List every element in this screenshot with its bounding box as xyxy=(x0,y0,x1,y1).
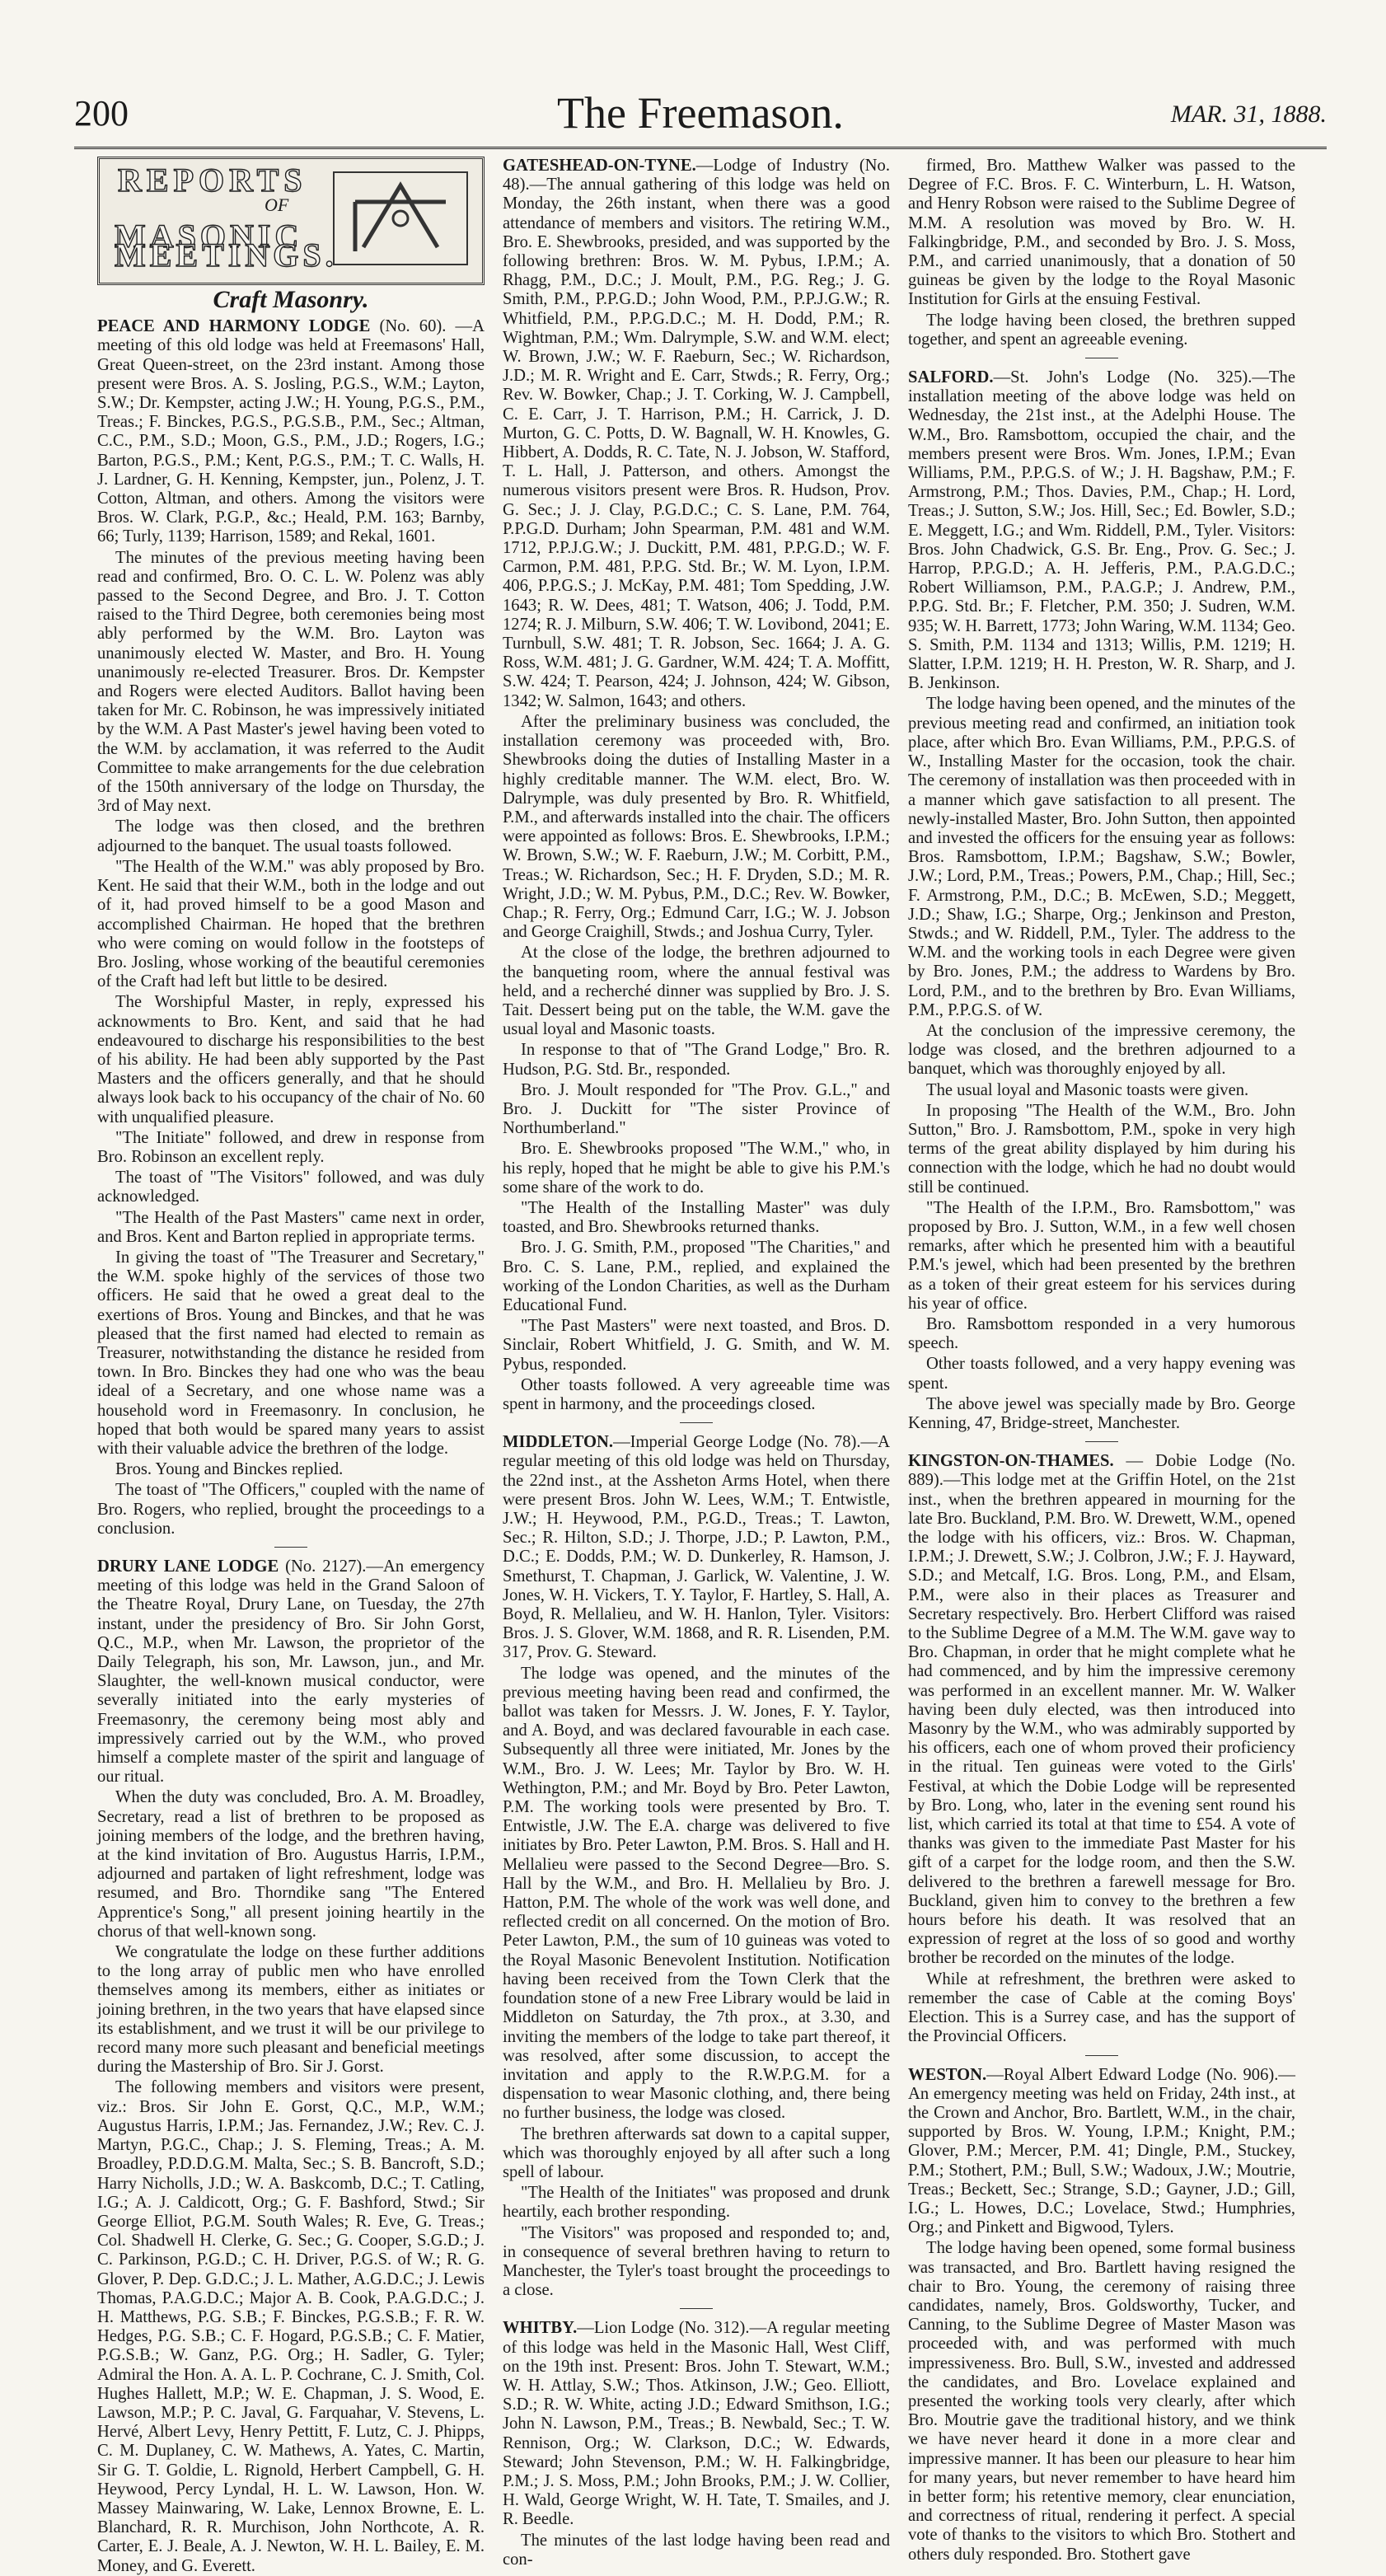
paragraph-text: "The Health of the I.P.M., Bro. Ramsbottom," was proposed by Bro. J. Sutton, W.M., in a few well chosen remarks, after which he presented him with a beautiful P.M.'s jewel, which had been presented by the brethren as a token of their great esteem for his services during his year of office. xyxy=(908,1198,1295,1313)
column-1 xyxy=(97,157,485,2575)
report-paragraph xyxy=(908,1355,1295,1393)
report-paragraph xyxy=(908,1199,1295,1314)
column-1-text xyxy=(97,317,485,2576)
page-header xyxy=(74,88,1327,140)
paragraph-text: —Imperial George Lodge (No. 78).—A regular meeting of this old lodge was held on Thursday, the 22nd inst., at the Assheton Arms Hotel, when there were present Bros. John W. Lees, W.M.; T. Entwistle, J.W.; H. Heywood, P.M., P.G.D., Treas.; T. Lawton, Sec.; R. Hilton, S.D.; J. Thorpe, J.D.; P. Lawton, P.M., D.C.; E. Dodds, P.M.; W. D. Dunkerley, R. Hamson, J. Smethurst, T. Chapman, J. Garlick, W. Valentine, J. W. Jones, W. H. Vickers, T. Y. Taylor, F. Hartley, S. Hall, A. Boyd, R. Mellalieu, and W. H. Hanlon, Tyler. Visitors: Bros. J. S. Glover, W.M. 1868, and R. R. Lisenden, P.M. 317, Prov. G. Steward. xyxy=(503,1433,890,1662)
paragraph-text: The lodge having been closed, the brethren supped together, and spent an agreeable evening. xyxy=(908,311,1295,349)
paragraph-text: The toast of "The Officers," coupled with the name of Bro. Rogers, who replied, brought the proceedings to a conclusion. xyxy=(97,1481,485,1538)
paragraph-text: firmed, Bro. Matthew Walker was passed to the Degree of F.C. Bros. F. C. Winterburn, L. H. Watson, and Henry Robson were raised to the Sublime Degree of M.M. A resolution was moved by Bro. W. H. Falkingbridge, P.M., and seconded by Bro. J. S. Moss, P.M., and carried unanimously, that a donation of 50 guineas be given by the lodge to the Royal Masonic Institution for Girls at the ensuing Festival. xyxy=(908,157,1295,309)
report-paragraph xyxy=(908,1395,1295,1433)
report-paragraph xyxy=(503,1665,890,2124)
paragraph-text: —Lodge of Industry (No. 48).—The annual gathering of this lodge was held on Monday, the 26th instant, when there was a good attendance of members and visitors. The retiring W.M., Bro. E. Shewbrooks, presided, and was supported by the following brethren: Bros. W. M. Pybus, I.P.M.; A. Rhagg, P.M., D.C.; J. Moult, P.M., P.G. Reg.; J. G. Smith, P.M., P.P.G.D.; John Wood, P.M., P.P.J.G.W.; R. Whitfield, P.M., P.P.G.D.C.; M. H. Dodd, P.M.; R. Wightman, P.M.; Wm. Dalrymple, S.W. and W.M. elect; W. Brown, J.W.; W. F. Raeburn, Sec.; W. Richardson, J.D.; M. R. Wright and E. Carr, Stwds.; R. Ferry, Org.; Rev. W. Bowker, Chap.; J. T. Corking, W. J. Campbell, C. E. Carr, J. T. Harrison, P.M.; H. Carrick, J. D. Murton, G. C. Potts, D. W. Bagnall, W. H. Knowles, G. Hibbert, A. Dodds, R. C. Tate, N. J. Jobson, W. Stafford, T. L. Hall, J. Patterson, and others. Amongst the numerous visitors present were Bros. R. Hudson, Prov. G. Sec.; J. J. Clay, P.G.D.C.; C. S. Lane, P.M. 764, P.P.G.D. Durham; John Spearman, P.M. 481 and W.M. 1712, P.P.J.G.W.; J. Duckitt, P.M. 481, P.P.G.D.; W. F. Carmon, P.M. 481, P.P.G. Std. Br.; W. M. Lyon, I.P.M. 406, P.P.G.S.; J. McKay, P.M. 481; Tom Spedding, J.W. 1643; R. W. Dees, 481; T. Watson, 406; J. Todd, P.M. 1274; R. J. Milburn, S.W. 406; T. W. Lovibond, 2041; E. Turnbull, S.W. 481; T. R. Jobson, Sec. 1664; J. A. G. Ross, W.M. 481; J. G. Gardner, W.M. 424; T. A. Moffitt, S.W. 424; T. Pearson, 424; J. Johnson, 424; W. Gibson, 1342; W. Salmon, 1643; and others. xyxy=(503,157,890,710)
report-paragraph xyxy=(503,713,890,942)
report-paragraph xyxy=(908,311,1295,349)
paragraph-text: The toast of "The Visitors" followed, and was duly acknowledged. xyxy=(97,1169,485,1206)
report-paragraph xyxy=(908,1022,1295,1080)
lodge-heading: MIDDLETON. xyxy=(503,1433,614,1452)
lodge-report-heading-paragraph xyxy=(503,157,890,711)
section-separator xyxy=(274,1547,307,1548)
paragraph-text: Other toasts followed. A very agreeable time was spent in harmony, and the proceedings closed. xyxy=(503,1375,890,1413)
report-paragraph xyxy=(503,1140,890,1197)
report-paragraph xyxy=(503,944,890,1039)
paragraph-text: The above jewel was specially made by Bro. George Kenning, 47, Bridge-street, Manchester. xyxy=(908,1394,1295,1432)
lodge-report-heading-paragraph xyxy=(97,1557,485,1787)
lodge-heading: SALFORD. xyxy=(908,368,994,387)
report-paragraph xyxy=(97,1129,485,1167)
report-paragraph xyxy=(503,2224,890,2301)
paragraph-text: "The Health of the Initiates" was proposed and drunk heartily, each brother responding. xyxy=(503,2184,890,2222)
report-paragraph xyxy=(97,993,485,1126)
report-paragraph xyxy=(908,695,1295,1019)
paragraph-text: "The Health of the Installing Master" was duly toasted, and Bro. Shewbrooks returned thanks. xyxy=(503,1198,890,1237)
paragraph-text: Bros. Young and Binckes replied. xyxy=(115,1460,344,1479)
report-paragraph xyxy=(908,2239,1295,2564)
report-paragraph xyxy=(97,1481,485,1539)
report-paragraph xyxy=(503,1199,890,1237)
banner-of-text: OF xyxy=(265,194,289,215)
paragraph-text: Bro. Ramsbottom responded in a very humorous speech. xyxy=(908,1314,1295,1353)
banner-bottom-text: MASONIC MEETINGS. xyxy=(115,218,338,274)
paragraph-text: The Worshipful Master, in reply, expressed his acknowments to Bro. Kent, and said that he had endeavoured to discharge his responsibilities to the best of his ability. He had been ably supported by the Past Masters and the officers generally, and that he should always look back to his occupancy of the chair of No. 60 with unqualified pleasure. xyxy=(97,993,485,1126)
paragraph-text: In proposing "The Health of the W.M., Bro. John Sutton," Bro. J. Ramsbottom, P.M., spoke in very high terms of the great ability displayed by him during his connection with the lodge, which he had no doubt would still be continued. xyxy=(908,1101,1295,1197)
report-paragraph xyxy=(503,1081,890,1139)
paragraph-text: "The Initiate" followed, and drew in response from Bro. Robinson an excellent reply. xyxy=(97,1128,485,1166)
paragraph-text: —Royal Albert Edward Lodge (No. 906).—An emergency meeting was held on Friday, 24th inst., at the Crown and Anchor, Bro. Bartlett, W.M., in the chair, supported by Bros. W. Young, I.P.M.; Knight, P.M.; Glover, P.M.; Mercer, P.M. 41; Dingle, P.M., Stuckey, P.M.; Stothert, P.M.; Bull, S.W.; Wadoux, J.W.; Moutrie, Treas.; Beckett, Sec.; Strange, S.D.; Gayner, J.D.; Gill, I.G.; L. Howes, D.C.; Lovelace, Stwd.; Humphries, Org.; and Pinkett and Bigwood, Tylers. xyxy=(908,2065,1295,2237)
report-paragraph xyxy=(908,1970,1295,2047)
report-paragraph xyxy=(97,1169,485,1206)
paragraph-text: (No. 60). —A meeting of this old lodge was held at Freemasons' Hall, Great Queen-street, on the 23rd instant. Among those present were Bros. A. S. Josling, P.G.S., W.M.; Layton, S.W.; Dr. Kempster, acting J.W.; H. Young, P.G.S., P.M., Treas.; F. Binckes, P.G.S., P.G.S.B., P.M., Sec.; Altman, C.C., P.M., S.D.; Moon, G.S., P.M., J.D.; Rogers, I.G.; Barton, P.G.S., P.M.; Kent, P.G.S., P.M.; T. C. Walls, H. J. Lardner, G. H. Kenning, Kempster, jun., Polenz, J. T. Cotton, Altman, and others. Among the visitors were Bros. W. Clark, P.G.P., &c.; Heald, P.M. 163; Barnby, 66; Turly, 1139; Harrison, 1589; and Rekal, 1601. xyxy=(97,317,485,546)
report-paragraph xyxy=(908,1102,1295,1197)
masthead-title: The Freemason. xyxy=(557,88,844,138)
report-paragraph xyxy=(97,1943,485,2077)
report-paragraph xyxy=(97,549,485,817)
paragraph-text: The lodge was then closed, and the brethren adjourned to the banquet. The usual toasts followed. xyxy=(97,817,485,855)
section-separator xyxy=(1085,1441,1118,1442)
paragraph-text: When the duty was concluded, Bro. A. M. Broadley, Secretary, read a list of brethren to be proposed as joining members of the lodge, and the brethren having, at the kind invitation of Bro. Augustus Harris, I.P.M., adjourned and partaken of light refreshment, lodge was resumed, and Bro. Thorndike sang "The Entered Apprentice's Song," all present joining heartily in the chorus of that well-known song. xyxy=(97,1788,485,1941)
section-separator xyxy=(1085,2055,1118,2056)
lodge-heading: PEACE AND HARMONY LODGE xyxy=(97,317,371,336)
paragraph-text: In giving the toast of "The Treasurer and Secretary," the W.M. spoke highly of the services of those two officers. He said that he owed a great deal to the exertions of Bros. Young and Binckes, and that he was pleased that the first named had elected to remain as Treasurer, notwithstanding the distance he resided from town. In Bro. Binckes they had one who was the beau ideal of a Secretary, and one whose name was a household word in Freemasonry. In conclusion, he hoped that both would be spared many years to assist with their valuable advice the brethren of the lodge. xyxy=(97,1248,485,1458)
paragraph-text: The lodge having been opened, and the minutes of the previous meeting read and confirmed, an initiation took place, after which Bro. Evan Williams, P.M., P.P.G.S. of W., Installing Master for the occasion, took the chair. The ceremony of installation was then proceeded with in a manner which gave satisfaction to all present. The newly-installed Master, Bro. John Sutton, then appointed and invested the officers for the ensuing year as follows: Bros. Ramsbottom, I.P.M.; Bagshaw, S.W.; Bowler, J.W.; Lord, P.M., Treas.; Powers, P.M., Chap.; Hill, Sec.; F. Armstrong, P.M., D.C.; B. McEwen, S.D.; Meggett, J.D.; Shaw, I.G.; Sharpe, Org.; Jenkinson and Preston, Stwds.; and W. Riddell, P.M., Tyler. The address to the W.M. and the working tools in each Degree were given by Bro. Jones, P.M.; the address to Wardens by Bro. Lord, P.M., and to the brethren by Bro. Evan Williams, P.M., P.P.G.S. of W. xyxy=(908,695,1295,1019)
paragraph-text: Bro. J. Moult responded for "The Prov. G.L.," and Bro. J. Duckitt for "The sister Province of Northumberland." xyxy=(503,1080,890,1138)
paragraph-text: The minutes of the last lodge having been read and con- xyxy=(503,2531,890,2569)
banner-top-text: REPORTS xyxy=(118,162,307,199)
column-2-text xyxy=(503,157,890,2569)
paragraph-text: "The Past Masters" were next toasted, and Bros. D. Sinclair, Robert Whitfield, J. G. Smith, and W. M. Pybus, responded. xyxy=(503,1317,890,1374)
column-2 xyxy=(503,157,890,2569)
report-paragraph xyxy=(503,1376,890,1414)
paragraph-text: "The Visitors" was proposed and responded to; and, in consequence of several brethren having to return to Manchester, the Tyler's toast brought the proceedings to a close. xyxy=(503,2223,890,2300)
paragraph-text: At the close of the lodge, the brethren adjourned to the banqueting room, where the annual festival was held, and a recherché dinner was supplied by Bro. J. S. Tait. Dessert being put on the table, the W.M. gave the usual loyal and Masonic toasts. xyxy=(503,944,890,1039)
report-paragraph xyxy=(503,2532,890,2569)
report-paragraph xyxy=(97,2078,485,2575)
paragraph-text: The lodge having been opened, some formal business was transacted, and Bro. Bartlett having resigned the chair to Bro. Young, the ceremony of raising three candidates, namely, Bros. Goldsworthy, Tucker, and Canning, to the Sublime Degree of Master Mason was proceeded with, and was performed with much impressiveness. Bro. Bull, S.W., invested and addressed the candidates, and Bro. Lovelace explained and presented the working tools very clearly, after which Bro. Moutrie gave the traditional history, and we think we have never heard it done in a more clear and impressive manner. It has been our pleasure to hear him for many years, but never remember to have heard him in better form; his retentive memory, clear enunciation, and correctness of ritual, rendering it perfect. A special vote of thanks to the visitors to which Bro. Stothert and others duly responded. Bro. Stothert gave xyxy=(908,2239,1295,2564)
report-paragraph xyxy=(908,157,1295,310)
paragraph-text: Bro. E. Shewbrooks proposed "The W.M.," who, in his reply, hoped that he might be able to give his P.M.'s some share of the work to do. xyxy=(503,1140,890,1197)
column-3-text xyxy=(908,157,1295,2564)
paragraph-text: After the preliminary business was concluded, the installation ceremony was proceeded with, Bro. Shewbrooks doing the duties of Installing Master in a highly creditable manner. The W.M. elect, Bro. W. Dalrymple, was duly presented by Bro. R. Whitfield, P.M., and afterwards installed into the chair. The officers were appointed as follows: Bros. E. Shewbrooks, I.P.M.; W. Brown, S.W.; W. F. Raeburn, J.W.; M. Corbitt, P.M., Treas.; W. Richardson, Sec.; H. F. Dryden, S.D.; M. R. Wright, J.D.; W. M. Pybus, P.M., D.C.; Rev. W. Bowker, Chap.; R. Ferry, Org.; Edmund Carr, I.G.; W. J. Jobson and George Craighill, Stwds.; and Joshua Curry, Tyler. xyxy=(503,712,890,942)
paragraph-text: We congratulate the lodge on these further additions to the long array of public men who have enrolled themselves among its members, either as initiates or joining brethren, in the two years that have elapsed since its establishment, and we trust it will be our privilege to record many more such pleasant and beneficial meetings during the Mastership of Bro. Sir J. Gorst. xyxy=(97,1943,485,2077)
report-paragraph xyxy=(503,2125,890,2183)
paragraph-text: The lodge was opened, and the minutes of the previous meeting having been read and confirmed, the ballot was taken for Messrs. J. W. Jones, F. Y. Taylor, and A. Boyd, and was declared favourable in each case. Subsequently all three were initiated, Mr. Jones by the W.M., Bro. J. W. Lees; Mr. Taylor by Bro. W. H. Wethington, P.M.; and Mr. Boyd by Bro. Peter Lawton, P.M. The working tools were presented by Bro. T. Entwistle, J.W. The E.A. charge was delivered to five initiates by Bro. Peter Lawton, P.M. Bros. S. Hall and H. Mellalieu were passed to the Second Degree—Bro. S. Hall by the W.M., and Bro. H. Mellalieu by Bro. J. Hatton, P.M. The whole of the work was well done, and reflected credit on all concerned. On the motion of Bro. Peter Lawton, P.M., the sum of 10 guineas was voted to the Royal Masonic Benevolent Institution. Notification having been received from the Town Clerk that the foundation stone of a new Free Library would be laid in Middleton on Saturday, the 7th prox., at 3.30, and inviting the members of the lodge to take part thereof, it was resolved, after some discussion, to accept the invitation and apply to the R.W.P.G.M. for a dispensation to wear Masonic clothing, and, there being no further business, the lodge was closed. xyxy=(503,1664,890,2123)
paragraph-text: The minutes of the previous meeting having been read and confirmed, Bro. O. C. L. W. Polenz was ably passed to the Second Degree, and Bro. J. T. Cotton raised to the Third Degree, both ceremonies being most ably performed by the W.M. Bro. Layton was unanimously elected W. Master, and Bro. H. Young unanimously re-elected Treasurer. Bros. Dr. Kempster and Rogers were elected Auditors. Ballot having been taken for Mr. C. Robinson, he was impressively initiated by the W.M. A Past Master's jewel having been voted to the W.M. by acclamation, it was referred to the Audit Committee to make arrangements for the due celebration of the 150th anniversary of the lodge on Thursday, the 3rd of May next. xyxy=(97,548,485,816)
lodge-report-heading-paragraph xyxy=(908,368,1295,693)
page-number: 200 xyxy=(74,93,129,133)
report-paragraph xyxy=(97,858,485,991)
report-paragraph xyxy=(97,1248,485,1459)
column-3 xyxy=(908,157,1295,2564)
paragraph-text: Other toasts followed, and a very happy evening was spent. xyxy=(908,1355,1295,1393)
paragraph-text: — Dobie Lodge (No. 889).—This lodge met at the Griffin Hotel, on the 21st inst., when the brethren appeared in mourning for the late Bro. Buckland, P.M. Bro. W. Drewett, W.M., opened the lodge with his officers, viz.: Bros. W. Chapman, I.P.M.; J. Drewett, S.W.; J. Colbron, J.W.; F. J. Hayward, S.D.; and Metcalf, I.G. Bros. Long, P.M., and Elsam, P.M., were also in their places as Treasurer and Secretary respectively. Bro. Herbert Clifford was raised to the Sublime Degree of a M.M. The W.M. gave way to Bro. Chapman, in order that he might complete what he had commenced, and by him the impressive ceremony was performed in an excellent manner. Mr. W. Walker having been duly elected, was then introduced into Masonry by the W.M., who was admirably supported by his officers, each one of whom proved their proficiency in the ritual. Ten guineas were voted to the Girls' Festival, at which the Dobie Lodge will be represented by Bro. Long, who, later in the evening sent round his list, which carried its total at that time to £54. A vote of thanks was given to the immediate Past Master for his gift of a carpet for the lodge room, and then the S.W. delivered to the brethren a farewell message for Bro. Buckland, given him to convey to the brethren a few hours before his death. It was resolved that an expression of regret at the loss of so good and worthy brother be recorded on the minutes of the lodge. xyxy=(908,1452,1295,1968)
lodge-report-heading-paragraph xyxy=(908,1452,1295,1968)
paragraph-text: The usual loyal and Masonic toasts were given. xyxy=(926,1080,1249,1099)
report-paragraph xyxy=(503,1239,890,1315)
report-paragraph xyxy=(503,2184,890,2222)
masonic-emblem-icon xyxy=(330,169,471,268)
reports-banner xyxy=(97,157,485,285)
lodge-heading: GATESHEAD-ON-TYNE. xyxy=(503,157,696,175)
report-paragraph xyxy=(97,1209,485,1247)
paragraph-text: The following members and visitors were present, viz.: Bros. Sir John E. Gorst, Q.C., M.P., W.M.; Augustus Harris, I.P.M.; Jas. Fernandez, J.W.; Rev. C. J. Martyn, P.G.C., Chap.; J. S. Fleming, Treas.; A. M. Broadley, P.D.D.G.M. Malta, Sec.; S. B. Bancroft, S.D.; Harry Nicholls, J.D.; W. A. Baskcomb, D.C.; T. Catling, I.G.; A. J. Caldicott, Org.; G. F. Bashford, Stwd.; Sir George Elliot, P.G.M. South Wales; R. Eve, G. Treas.; Col. Shadwell H. Clerke, G. Sec.; G. Cooper, S.G.D.; J. C. Parkinson, P.G.D.; C. H. Driver, P.G.S. of W.; R. G. Glover, P. Dep. G.D.C.; J. L. Mather, A.G.D.C.; J. Lewis Thomas, P.A.G.D.C.; Major A. B. Cook, P.A.G.D.C.; J. H. Matthews, P.G. S.B.; F. Binckes, P.G.S.B.; F. R. W. Hedges, P.G. S.B.; C. F. Hogard, P.G.S.B.; C. F. Matier, P.G.S.B.; W. Ganz, P.G. Org.; H. Sadler, G. Tyler; Admiral the Hon. A. A. L. P. Cochrane, C. J. Smith, Col. Hughes Hallett, M.P.; W. E. Chapman, J. S. Wood, E. Lawson, M.P.; P. C. Javal, G. Farquahar, V. Stevens, L. Hervé, Albert Levy, Henry Pettitt, F. Lutz, C. J. Phipps, C. M. Duplaney, C. W. Mathews, A. Yates, C. Martin, Sir G. T. Goldie, L. Rignold, Herbert Campbell, G. H. Heywood, Percy Lyndal, H. L. W. Lawson, Hon. W. Massey Mainwaring, W. Lake, Lennox Browne, E. L. Blanchard, R. R. Murchison, John Northcote, A. R. Carter, E. J. Beale, A. J. Newton, W. H. L. Bailey, E. M. Money, and G. Everett. xyxy=(97,2078,485,2575)
header-rule xyxy=(74,147,1327,149)
report-paragraph xyxy=(503,1041,890,1079)
report-paragraph xyxy=(97,1788,485,1941)
paragraph-text: (No. 2127).—An emergency meeting of this lodge was held in the Grand Saloon of the Theatre Royal, Drury Lane, on Tuesday, the 27th instant, under the presidency of Bro. Sir John Gorst, Q.C., M.P., when Mr. Lawson, the proprietor of the Daily Telegraph, his son, Mr. Lawson, jun., and Mr. Slaughter, the well-known musical conductor, were severally initiated into the early mysteries of Freemasonry, the ceremony being most ably and impressively carried out by the W.M., who proved himself a complete master of the spirit and language of our ritual. xyxy=(97,1557,485,1787)
report-paragraph xyxy=(97,1460,485,1479)
paragraph-text: "The Health of the Past Masters" came next in order, and Bros. Kent and Barton replied in appropriate terms. xyxy=(97,1208,485,1246)
lodge-report-heading-paragraph xyxy=(97,317,485,546)
lodge-heading: WESTON. xyxy=(908,2065,987,2084)
report-paragraph xyxy=(908,1315,1295,1353)
paragraph-text: At the conclusion of the impressive ceremony, the lodge was closed, and the brethren adjourned to a banquet, which was thoroughly enjoyed by all. xyxy=(908,1021,1295,1079)
paragraph-text: —St. John's Lodge (No. 325).—The installation meeting of the above lodge was held on Wednesday, the 21st inst., at the Adelphi House. The W.M., Bro. Ramsbottom, occupied the chair, and the members present were Bros. Wm. Jones, I.P.M.; Evan Williams, P.M., P.P.G.S. of W.; J. H. Bagshaw, P.M.; F. Armstrong, P.M.; Thos. Davies, P.M., Chap.; H. Lord, Treas.; J. Sutton, S.W.; Jos. Hill, Sec.; Ed. Bowler, S.D.; E. Meggett, I.G.; and Wm. Riddell, P.M., Tyler. Visitors: Bros. John Chadwick, G.S. Br. Eng., Prov. G. Sec.; J. Harrop, P.P.G.D.; A. H. Jefferis, P.M., P.A.G.D.C.; Robert Williamson, P.M., P.A.G.P.; J. Andrew, P.M., P.P.G. Std. Br.; F. Fletcher, P.M. 350; J. Sudren, W.M. 935; W. H. Barrett, 1773; John Waring, W.M. 1134; Geo. S. Smith, P.M. 1134 and 1313; Willis, P.M. 1219; H. Slatter, I.P.M. 1219; H. H. Preston, W. R. Sharp, and J. B. Jenkinson. xyxy=(908,368,1295,693)
lodge-report-heading-paragraph xyxy=(908,2066,1295,2238)
paragraph-text: "The Health of the W.M." was ably proposed by Bro. Kent. He said that their W.M., both in the lodge and out of it, had proved himself to be a good Mason and accomplished Chairman. He hoped that the brethren who were coming on would follow in the footsteps of Bro. Josling, whose working of the beautiful ceremonies of the Craft had left but little to be desired. xyxy=(97,857,485,991)
section-separator xyxy=(680,2308,713,2309)
paragraph-text: Bro. J. G. Smith, P.M., proposed "The Charities," and Bro. C. S. Lane, P.M., replied, and explained the working of the London Charities, as well as the Durham Educational Fund. xyxy=(503,1239,890,1314)
paragraph-text: In response to that of "The Grand Lodge," Bro. R. Hudson, P.G. Std. Br., responded. xyxy=(503,1041,890,1079)
issue-date: MAR. 31, 1888. xyxy=(1170,101,1327,128)
report-paragraph xyxy=(97,817,485,855)
lodge-report-heading-paragraph xyxy=(503,2319,890,2529)
lodge-heading: DRURY LANE LODGE xyxy=(97,1557,279,1576)
report-paragraph xyxy=(503,1317,890,1375)
lodge-report-heading-paragraph xyxy=(503,1433,890,1662)
paragraph-text: The brethren afterwards sat down to a capital supper, which was thoroughly enjoyed by all after such a long spell of labour. xyxy=(503,2124,890,2181)
report-paragraph xyxy=(908,1081,1295,1100)
lodge-heading: WHITBY. xyxy=(503,2319,578,2338)
paragraph-text: —Lion Lodge (No. 312).—A regular meeting of this lodge was held in the Masonic Hall, West Cliff, on the 19th inst. Present: Bros. John T. Stewart, W.M.; W. H. Attlay, S.W.; Thos. Atkinson, J.W.; Geo. Elliott, S.D.; R. W. White, acting J.D.; Edward Smithson, I.G.; John N. Lawson, P.M., Treas.; B. Newbald, Sec.; T. W. Rennison, Org.; W. Clarkson, D.C.; W. Edwards, Steward; John Stevenson, P.M.; W. H. Falkingbridge, P.M.; J. S. Moss, P.M.; John Brooks, P.M.; J. W. Collier, H. Wald, George Wright, W. H. Tate, T. Smailes, and J. R. Beedle. xyxy=(503,2319,890,2529)
section-title: Craft Masonry. xyxy=(213,286,369,313)
paragraph-text: While at refreshment, the brethren were asked to remember the case of Cable at the coming Boys' Election. This is a Surrey case, and has the support of the Provincial Officers. xyxy=(908,1969,1295,2046)
lodge-heading: KINGSTON-ON-THAMES. xyxy=(908,1452,1114,1471)
section-separator xyxy=(680,1422,713,1423)
